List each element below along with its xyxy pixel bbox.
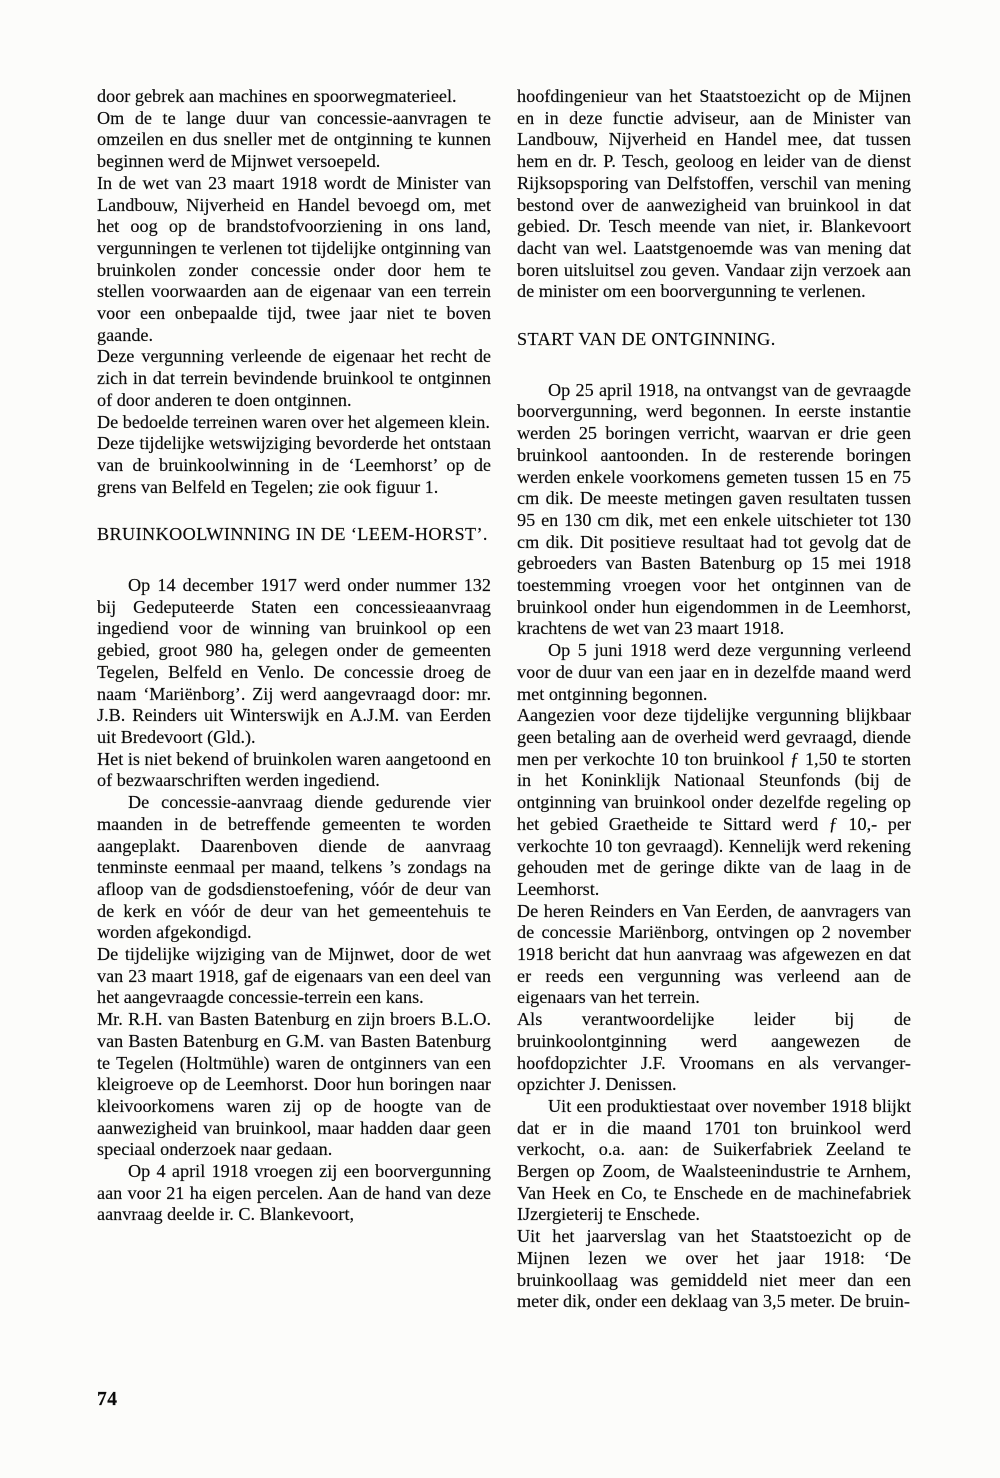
- right-column: [517, 86, 911, 1313]
- paragraph: Het is niet bekend of bruinkolen waren aangetoond en of bezwaarschriften werden ingediend.: [97, 748, 491, 791]
- paragraph: De bedoelde terreinen waren over het algemeen klein.: [97, 411, 490, 432]
- left-column: [97, 86, 491, 1313]
- paragraph: door gebrek aan machines en spoorwegmaterieel.: [97, 86, 457, 106]
- paragraph: De heren Reinders en Van Eerden, de aanvragers van de concessie Mariënborg, ontvingen op 2 november 1918 bericht dat hun aanvraag was afgewezen en dat er reeds een vergunning was verleend aan de eigenaars van het terrein.: [517, 900, 911, 1008]
- paragraph: Deze vergunning verleende de eigenaar het recht de zich in dat terrein bevindende bruinkool te ontginnen of door anderen te doen ontginnen.: [97, 346, 491, 410]
- paragraph: Uit het jaarverslag van het Staatstoezicht op de Mijnen lezen we over het jaar 1918: ‘De bruinkoollaag was gemiddeld niet meer dan een meter dik, onder een deklaag van 3,5 meter. De bruin-: [517, 1226, 911, 1312]
- paragraph: Mr. R.H. van Basten Batenburg en zijn broers B.L.O. van Basten Batenburg en G.M. van Basten Batenburg te Tegelen (Holtmühle) waren de ontginners van een kleigroeve op de Leemhorst. Door hun boringen naar kleivoorkomens waren zij op de hoogte van de aanwezigheid van bruinkool, maar hadden daar geen speciaal onderzoek naar gedaan.: [97, 1009, 491, 1160]
- paragraph: hoofdingenieur van het Staatstoezicht op de Mijnen en in deze functie adviseur, aan de Minister van Landbouw, Nijverheid en Handel mee, dat tussen hem en dr. P. Tesch, geoloog en leider van de dienst Rijksopsporing van Delfstoffen, verschil van mening bestond over de aanwezigheid van bruinkool in dat gebied. Dr. Tesch meende van niet, ir. Blankevoort dacht van wel. Laatstgenoemde was van mening dat boren uitsluitsel zou geven. Vandaar zijn verzoek aan de minister om een boorvergunning te verlenen.: [517, 86, 911, 302]
- paragraph: Als verantwoordelijke leider bij de bruinkoolontginning werd aangewezen de hoofdopzichter J.F. Vroomans en als vervanger-opzichter J. Denissen.: [517, 1009, 911, 1095]
- section-heading-start-ontginning: START VAN DE ONTGINNING.: [517, 329, 776, 350]
- paragraph: Deze tijdelijke wetswijziging bevorderde het ontstaan van de bruinkoolwinning in de ‘Leemhorst’ op de grens van Belfeld en Tegelen; zie ook figuur 1.: [97, 433, 491, 497]
- paragraph: Op 5 juni 1918 werd deze vergunning verleend voor de duur van een jaar en in dezelfde maand werd met ontginning begonnen.: [517, 640, 911, 704]
- paragraph: Op 4 april 1918 vroegen zij een boorvergunning aan voor 21 ha eigen percelen. Aan de hand van deze aanvraag deelde ir. C. Blankevoort,: [97, 1161, 491, 1225]
- paragraph: Op 25 april 1918, na ontvangst van de gevraagde boorvergunning, werd begonnen. In eerste instantie werden 25 boringen verricht, waarvan er drie geen bruinkool aantoonden. In de resterende boringen werden enkele voorkomens gemeten tussen 15 en 75 cm dik. De meeste metingen gaven resultaten tussen 95 en 130 cm dik, met een enkele uitschieter tot 130 cm dik. Dit positieve resultaat had tot gevolg dat de gebroeders van Basten Batenburg op 15 mei 1918 toestemming vroegen voor het ontginnen van de bruinkool onder hun eigendommen in de Leemhorst, krachtens de wet van 23 maart 1918.: [517, 379, 911, 639]
- section-heading-bruinkoolwinning: BRUINKOOLWINNING IN DE ‘LEEM-HORST’.: [97, 524, 488, 545]
- paragraph: In de wet van 23 maart 1918 wordt de Minister van Landbouw, Nijverheid en Handel bevoegd om, met het oog op de brandstofvoorziening in ons land, vergunningen te verlenen tot tijdelijke ontginning van bruinkolen zonder concessie onder door hem te stellen voorwaarden aan de eigenaar van een terrein voor een onbepaalde tijd, twee jaar niet te boven gaande.: [97, 172, 491, 345]
- paragraph: Op 14 december 1917 werd onder nummer 132 bij Gedeputeerde Staten een concessieaanvraag ingediend voor de winning van bruinkool op een gebied, groot 980 ha, gelegen onder de gemeenten Tegelen, Belfeld en Venlo. De concessie droeg de naam ‘Mariënborg’. Zij werd aangevraagd door: mr. J.B. Reinders uit Winterswijk en A.J.M. van Eerden uit Bredevoort (Gld.).: [97, 575, 491, 747]
- paragraph: Uit een produktiestaat over november 1918 blijkt dat er in die maand 1701 ton bruinkool werd verkocht, o.a. aan: de Suikerfabriek Zeeland te Bergen op Zoom, de Waalsteenindustrie te Arnhem, Van Heek en Co, te Enschede en de machinefabriek IJzergieterij te Enschede.: [517, 1095, 911, 1225]
- paragraph: Aangezien voor deze tijdelijke vergunning blijkbaar geen betaling aan de overheid werd gevraagd, diende men per verkochte 10 ton bruinkool ƒ 1,50 te storten in het Koninklijk Nationaal Steunfonds (bij de ontginning van bruinkool onder dezelfde regeling op het gebied Graetheide te Sittard werd ƒ 10,- per verkochte 10 ton gevraagd). Kennelijk werd rekening gehouden met de geringe dikte van de laag in de Leemhorst.: [517, 705, 911, 899]
- paragraph: De tijdelijke wijziging van de Mijnwet, door de wet van 23 maart 1918, gaf de eigenaars van een deel van het aangevraagde concessie-terrein een kans.: [97, 944, 491, 1008]
- paragraph: De concessie-aanvraag diende gedurende vier maanden in de betreffende gemeenten te worden aangeplakt. Daarenboven diende de aanvraag tenminste eenmaal per maand, telkens ’s zondags na afloop van de godsdienstoefening, vóór de deur van de kerk en vóór de deur van het gemeentehuis te worden afgekondigd.: [97, 792, 491, 943]
- page-number: 74: [97, 1389, 118, 1410]
- paragraph: Om de te lange duur van concessie-aanvragen te omzeilen en dus sneller met de ontginning te kunnen beginnen werd de Mijnwet versoepeld.: [97, 107, 491, 172]
